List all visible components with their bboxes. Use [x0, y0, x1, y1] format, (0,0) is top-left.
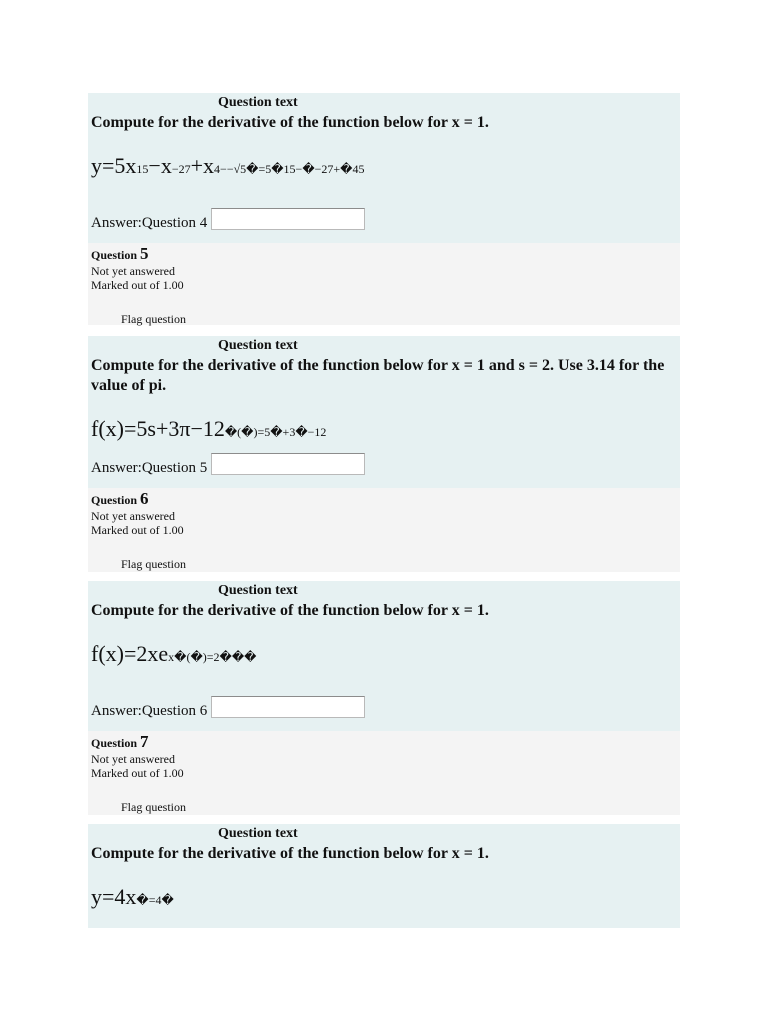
question-state: Not yet answered — [91, 509, 175, 523]
question-7-info — [88, 731, 680, 815]
question-6-text-block — [88, 581, 680, 731]
answer-input[interactable] — [211, 208, 365, 230]
question-prompt: Compute for the derivative of the function below for x = 1. — [91, 602, 489, 619]
question-formula: f(x)=2xex�(�)=2��� — [91, 641, 257, 666]
answer-label: Answer:Question 6 — [91, 703, 208, 719]
question-mark: Marked out of 1.00 — [91, 523, 184, 537]
question-number: Question 7 — [91, 732, 149, 751]
question-text-heading: Question text — [218, 826, 298, 841]
question-text-heading: Question text — [218, 95, 298, 110]
flag-question-link[interactable]: Flag question — [121, 800, 186, 814]
question-mark: Marked out of 1.00 — [91, 766, 184, 780]
answer-row — [91, 460, 207, 477]
question-7-text-block — [88, 824, 680, 928]
question-5-text-block — [88, 336, 680, 488]
question-4-text-block — [88, 93, 680, 243]
flag-question-link[interactable]: Flag question — [121, 557, 186, 571]
question-prompt: Compute for the derivative of the function below for x = 1 and s = 2. Use 3.14 for the value of pi. — [91, 357, 665, 394]
question-formula: y=4x�=4� — [91, 884, 174, 909]
question-text-heading: Question text — [218, 338, 298, 353]
question-formula: f(x)=5s+3π−12�(�)=5�+3�−12 — [91, 416, 327, 441]
question-text-heading: Question text — [218, 583, 298, 598]
question-6-info — [88, 488, 680, 572]
answer-input[interactable] — [211, 696, 365, 718]
question-state: Not yet answered — [91, 752, 175, 766]
question-formula: y=5x15−x−27+x4−−√5�=5�15−�−27+�45 — [91, 153, 365, 178]
answer-label: Answer:Question 4 — [91, 215, 208, 231]
question-state: Not yet answered — [91, 264, 175, 278]
question-number: Question 5 — [91, 244, 149, 263]
answer-row — [91, 215, 207, 232]
answer-row — [91, 703, 207, 720]
flag-question-link[interactable]: Flag question — [121, 312, 186, 326]
question-prompt: Compute for the derivative of the function below for x = 1. — [91, 845, 489, 862]
question-number: Question 6 — [91, 489, 149, 508]
answer-input[interactable] — [211, 453, 365, 475]
question-prompt: Compute for the derivative of the function below for x = 1. — [91, 114, 489, 131]
question-mark: Marked out of 1.00 — [91, 278, 184, 292]
answer-label: Answer:Question 5 — [91, 460, 208, 476]
question-5-info — [88, 243, 680, 325]
